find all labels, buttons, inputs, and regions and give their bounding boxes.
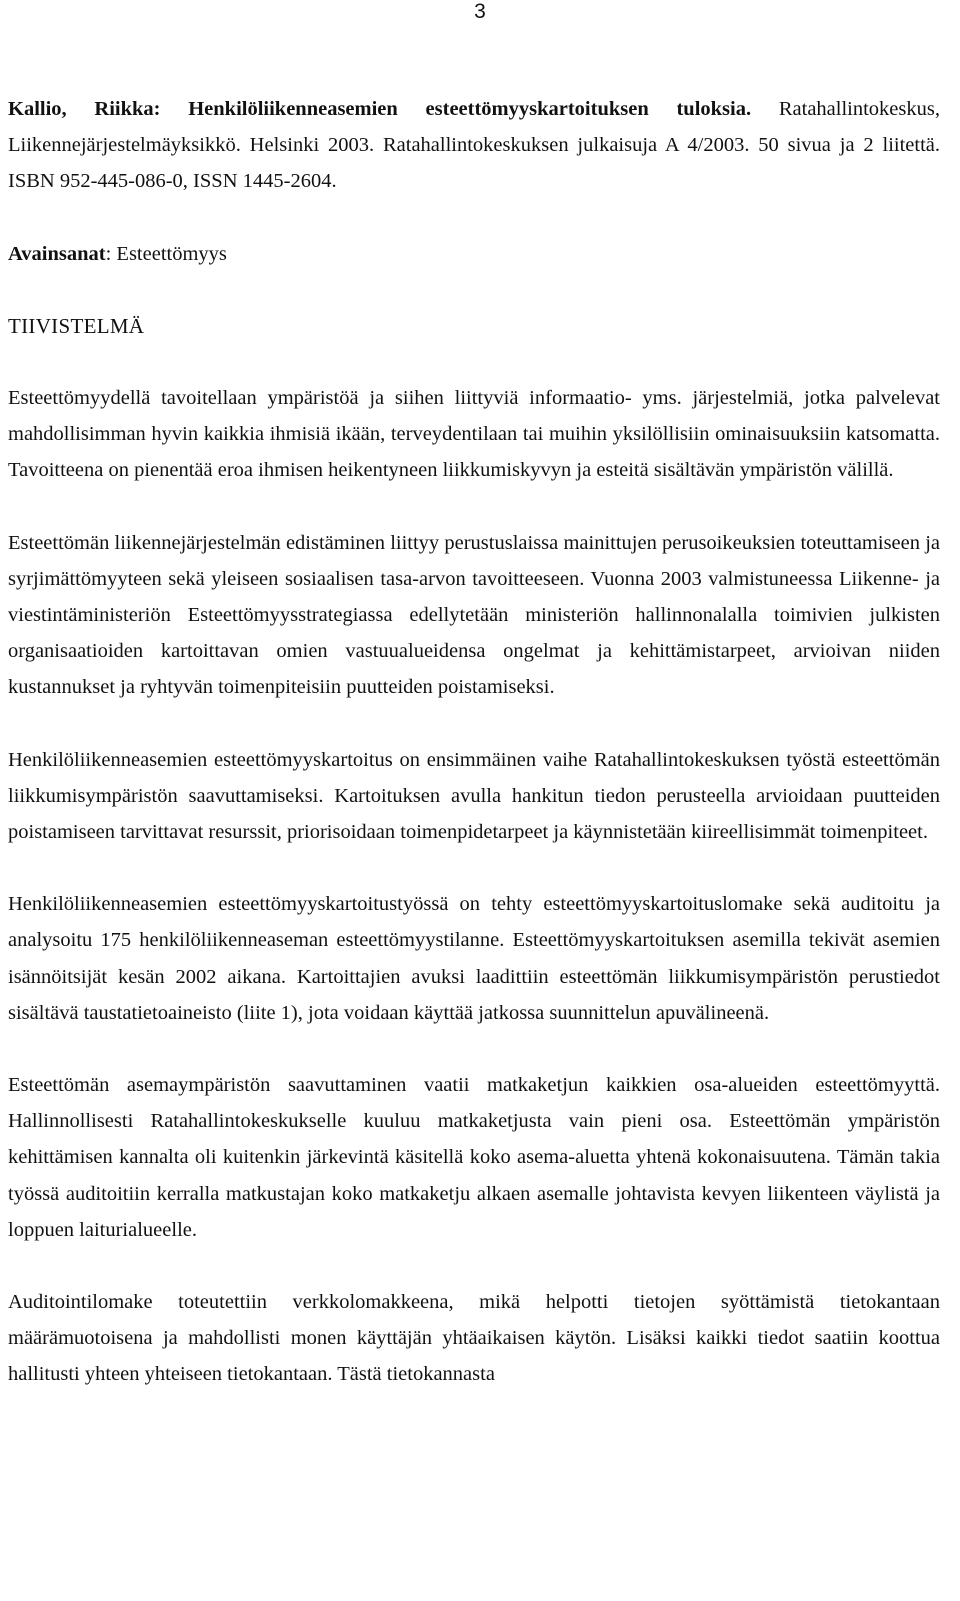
citation-details: Ratahallintokeskus, Liikennejärjestelmäyksikkö. Helsinki 2003. Ratahallintokeskuksen julkaisuja A 4/2003. 50 sivua ja 2 liitettä. ISBN 952-445-086-0, ISSN 1445-2604. [8,98,940,193]
keywords-value: Esteettömyys [116,242,227,265]
paragraph: Esteettömyydellä tavoitellaan ympäristöä ja siihen liittyviä informaatio- yms. järjestelmiä, jotka palvelevat mahdollisimman hyvin kaikkia ihmisiä ikään, terveydentilaan tai muihin yksilöllisiin ominaisuuksiin katsomatta. Tavoitteena on pienentää eroa ihmisen heikentyneen liikkumiskyvyn ja esteitä sisältävän ympäristön välillä. [8,387,940,482]
section-heading: TIIVISTELMÄ [8,313,145,338]
paragraph: Henkilöliikenneasemien esteettömyyskartoitus on ensimmäinen vaihe Ratahallintokeskuksen työstä esteettömän liikkumisympäristön saavuttamiseksi. Kartoituksen avulla hankitun tiedon perusteella arvioidaan puutteiden poistamiseen tarvittavat resurssit, priorisoidaan toimenpidetarpeet ja käynnistetään kiireellisimmät toimenpiteet. [8,748,940,844]
keywords-label: Avainsanat [8,242,106,265]
keywords [8,236,940,272]
citation [8,91,940,200]
citation-title: Kallio, Riikka: Henkilöliikenneasemien esteettömyyskartoituksen tuloksia. [8,98,752,120]
paragraph: Auditointilomake toteutettiin verkkolomakkeena, mikä helpotti tietojen syöttämistä tietokantaan määrämuotoisena ja mahdollisti monen käyttäjän yhtäaikaisen käytön. Lisäksi kaikki tiedot saatiin koottua hallitusti yhteen yhteiseen tietokantaan. Tästä tietokannasta [8,1291,940,1386]
paragraph: Henkilöliikenneasemien esteettömyyskartoitustyössä on tehty esteettömyyskartoituslomake sekä auditoitu ja analysoitu 175 henkilöliikenneaseman esteettömyystilanne. Esteettömyyskartoituksen asemilla tekivät asemien isännöitsijät kesän 2002 aikana. Kartoittajien avuksi laadittiin esteettömän liikkumisympäristön perustiedot sisältävä taustatietoaineisto (liite 1), jota voidaan käyttää jatkossa suunnittelun apuvälineenä. [8,893,940,1024]
paragraph: Esteettömän liikennejärjestelmän edistäminen liittyy perustuslaissa mainittujen perusoikeuksien toteuttamiseen ja syrjimättömyyteen sekä yleiseen sosiaalisen tasa-arvon tavoitteeseen. Vuonna 2003 valmistuneessa Liikenne- ja viestintäministeriön Esteettömyysstrategiassa edellytetään ministeriön hallinnonalalla toimivien julkisten organisaatioiden kartoittavan omien vastuualueidensa ongelmat ja kehittämistarpeet, arvioivan niiden kustannukset ja ryhtyvän toimenpiteisiin puutteiden poistamiseksi. [8,531,940,699]
keywords-separator: : [105,242,117,265]
paragraph: Esteettömän asemaympäristön saavuttaminen vaatii matkaketjun kaikkien osa-alueiden esteettömyyttä. Hallinnollisesti Ratahallintokeskukselle kuuluu matkaketjusta vain pieni osa. Esteettömän ympäristön kehittämisen kannalta oli kuitenkin järkevintä käsitellä koko asema-aluetta yhtenä kokonaisuutena. Tämän takia työssä auditoitiin kerralla matkustajan koko matkaketju alkaen asemalle johtavista kevyen liikenteen väylistä ja loppuen laiturialueelle. [8,1074,940,1241]
page-number: 3 [474,0,486,23]
document-body [8,91,940,1393]
